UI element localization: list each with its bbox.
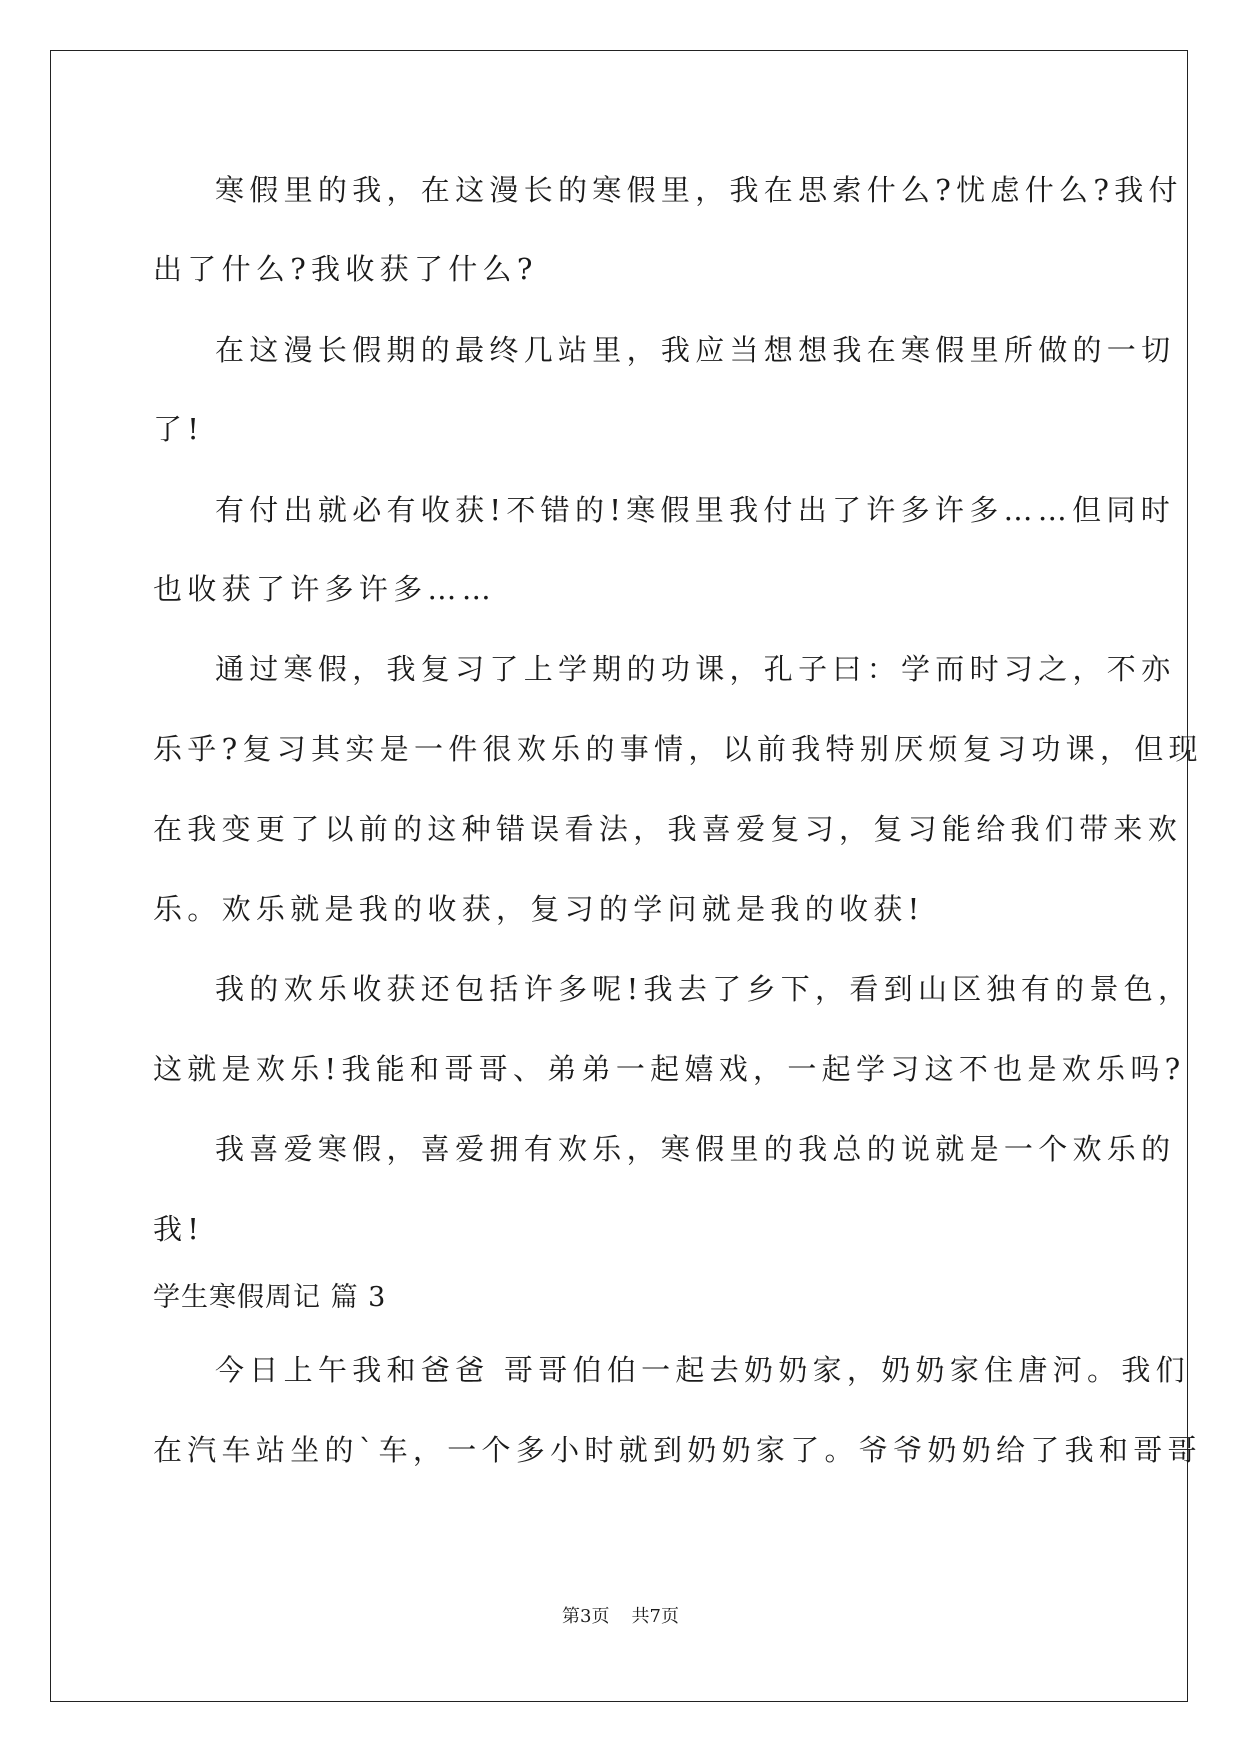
page-total: 共7页 (631, 1606, 679, 1627)
paragraph-line: 这就是欢乐!我能和哥哥、弟弟一起嬉戏，一起学习这不也是欢乐吗? (153, 1052, 1186, 1086)
paragraph-line: 在我变更了以前的这种错误看法，我喜爱复习，复习能给我们带来欢 (153, 812, 1183, 846)
paragraph-line: 乐乎?复习其实是一件很欢乐的事情，以前我特别厌烦复习功课，但现 (153, 732, 1203, 766)
paragraph-line: 在这漫长假期的最终几站里，我应当想想我在寒假里所做的一切 (215, 333, 1176, 367)
paragraph-line: 寒假里的我，在这漫长的寒假里，我在思索什么?忧虑什么?我付 (215, 173, 1183, 207)
paragraph-line: 我喜爱寒假，喜爱拥有欢乐，寒假里的我总的说就是一个欢乐的 (215, 1132, 1176, 1166)
page-number: 第3页 (562, 1606, 610, 1627)
paragraph-line: 出了什么?我收获了什么? (153, 252, 538, 286)
paragraph-line: 今日上午我和爸爸 哥哥伯伯一起去奶奶家，奶奶家住唐河。我们 (215, 1353, 1190, 1387)
page-footer (0, 1605, 1241, 1629)
paragraph-line: 有付出就必有收获!不错的!寒假里我付出了许多许多……但同时 (215, 493, 1176, 527)
section-heading: 学生寒假周记 篇 3 (153, 1282, 387, 1313)
paragraph-line: 我! (153, 1212, 205, 1246)
paragraph-line: 在汽车站坐的`车，一个多小时就到奶奶家了。爷爷奶奶给了我和哥哥 (153, 1433, 1202, 1467)
paragraph-line: 了! (153, 412, 205, 446)
paragraph-line: 也收获了许多许多…… (153, 572, 497, 606)
paragraph-line: 我的欢乐收获还包括许多呢!我去了乡下，看到山区独有的景色， (215, 972, 1193, 1006)
paragraph-line: 通过寒假，我复习了上学期的功课，孔子曰：学而时习之，不亦 (215, 652, 1176, 686)
paragraph-line: 乐。欢乐就是我的收获，复习的学问就是我的收获! (153, 892, 925, 926)
